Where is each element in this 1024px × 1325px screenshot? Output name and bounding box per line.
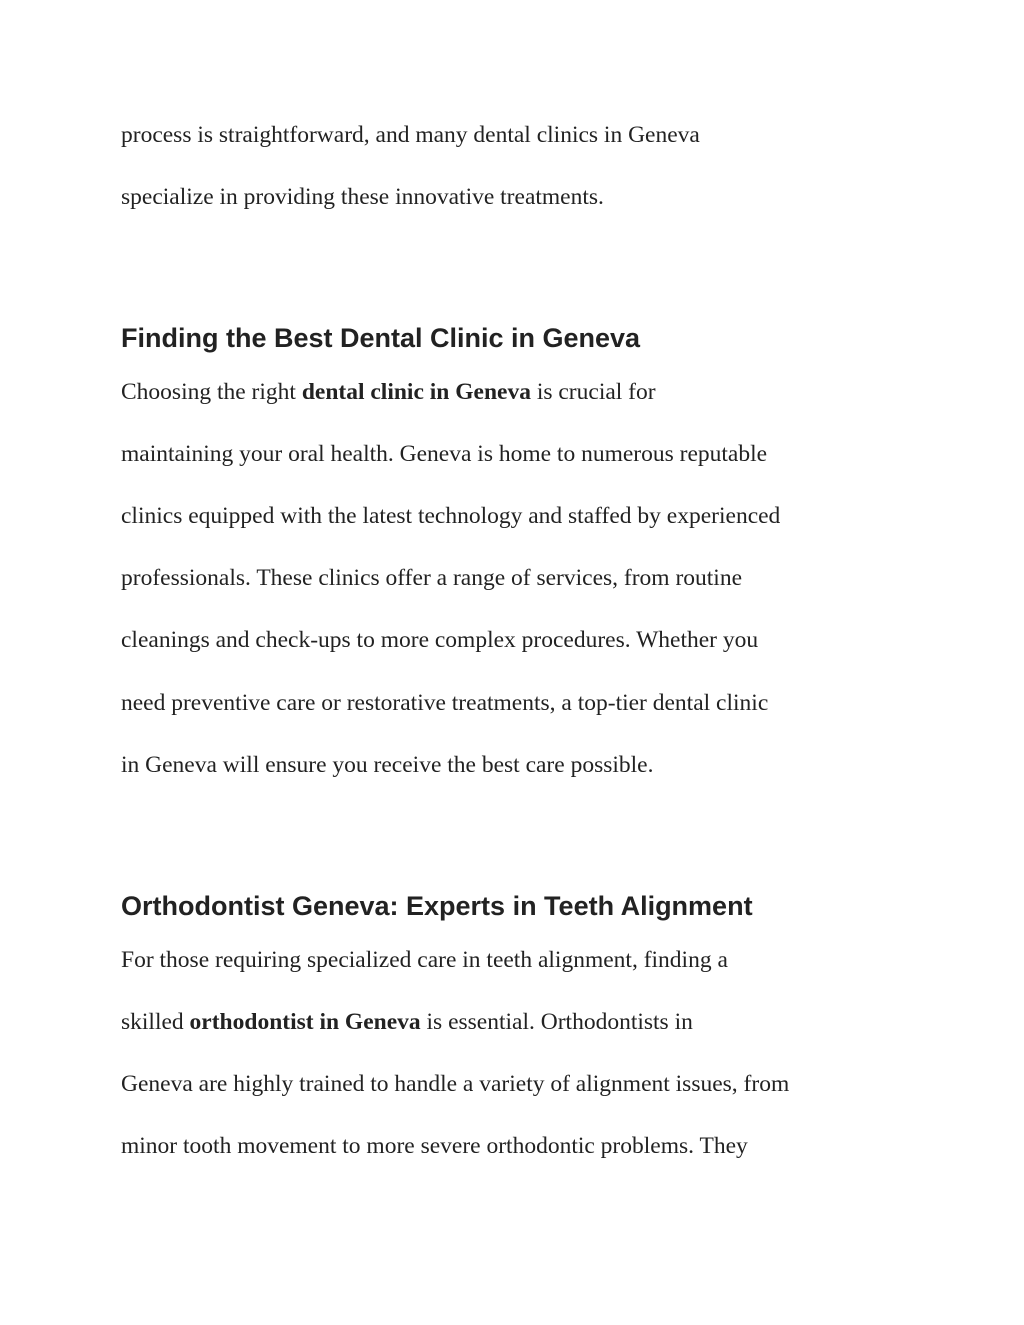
section-heading-orthodontist: Orthodontist Geneva: Experts in Teeth Alignment [121,891,753,921]
intro-line-2: specialize in providing these innovative treatments. [121,184,604,210]
intro-line-1: process is straightforward, and many dental clinics in Geneva [121,122,700,148]
clinic-paragraph-line-1 [121,377,656,407]
section-heading-dental-clinic: Finding the Best Dental Clinic in Geneva [121,323,641,353]
clinic-paragraph-line-3: clinics equipped with the latest technology and staffed by experienced [121,503,781,529]
ortho-text-after-keyword: is essential. Orthodontists in [420,1009,693,1035]
ortho-paragraph-line-1: For those requiring specialized care in teeth alignment, finding a [121,947,728,973]
clinic-paragraph-line-2: maintaining your oral health. Geneva is home to numerous reputable [121,441,768,467]
ortho-paragraph-line-2 [121,1007,693,1037]
clinic-paragraph-line-5: cleanings and check-ups to more complex procedures. Whether you [121,627,759,653]
clinic-text-before-keyword: Choosing the right [121,379,302,405]
ortho-paragraph-line-4: minor tooth movement to more severe orthodontic problems. They [121,1133,748,1159]
clinic-paragraph-line-4: professionals. These clinics offer a range of services, from routine [121,565,743,591]
keyword-dental-clinic: dental clinic in Geneva [301,379,531,405]
clinic-paragraph-line-7: in Geneva will ensure you receive the best care possible. [121,752,654,778]
ortho-text-before-keyword: skilled [121,1009,190,1035]
clinic-paragraph-line-6: need preventive care or restorative treatments, a top-tier dental clinic [121,690,769,716]
ortho-paragraph-line-3: Geneva are highly trained to handle a variety of alignment issues, from [121,1071,790,1097]
clinic-text-after-keyword: is crucial for [530,379,656,405]
keyword-orthodontist: orthodontist in Geneva [189,1009,421,1035]
